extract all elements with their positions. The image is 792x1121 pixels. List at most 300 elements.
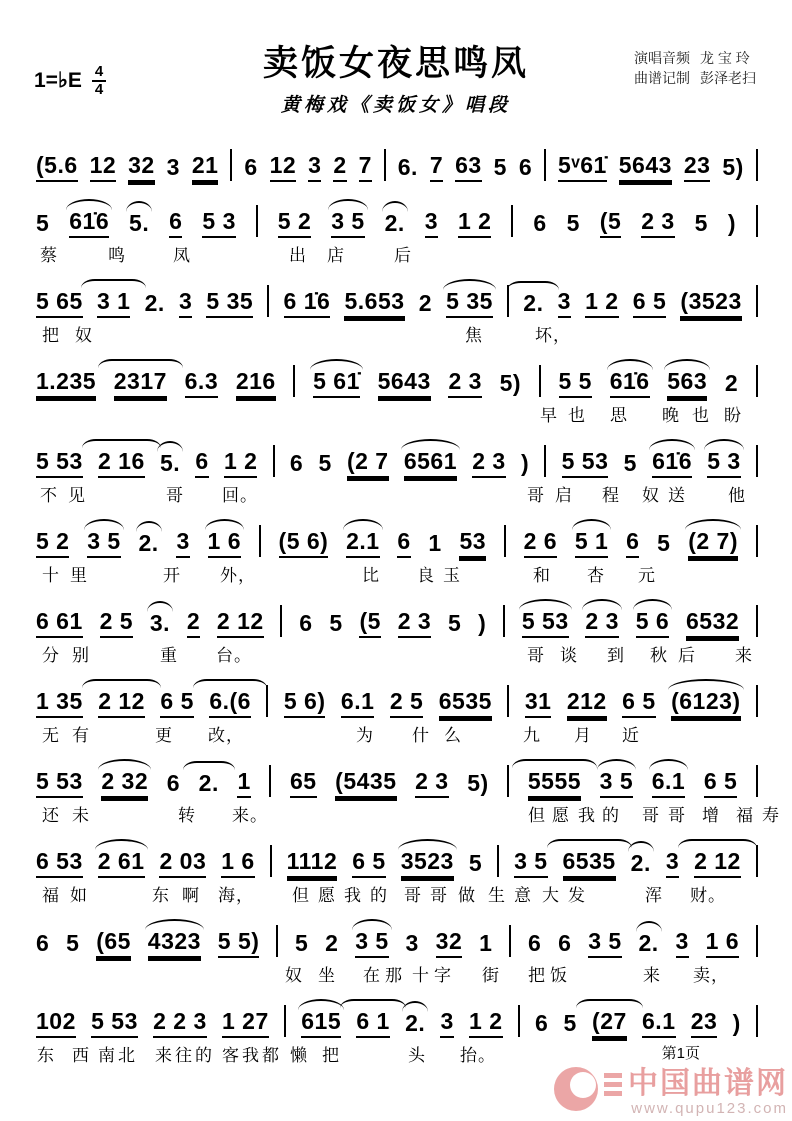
lyric-syllable: 往 <box>175 1046 193 1065</box>
watermark-site-url: www.qupu123.com <box>631 1100 788 1117</box>
note-group: 6 <box>533 210 547 236</box>
note-group: 6 5 <box>160 690 193 718</box>
note-group: 5. <box>129 210 150 236</box>
lyric-syllable: 回。 <box>222 486 258 505</box>
note-group: 5 35 <box>446 290 493 318</box>
lyric-syllable: 北 <box>118 1046 136 1065</box>
page-number: 第1页 <box>661 1045 700 1062</box>
lyric-syllable: 坐 <box>318 966 336 985</box>
note-group: 6 5 <box>633 290 666 318</box>
note-group: ) <box>478 610 487 636</box>
barline <box>509 925 511 957</box>
melody-line <box>0 262 792 318</box>
note-group: 5 65 <box>36 290 83 318</box>
note-group: 5 <box>493 154 507 180</box>
note-group: 6535 <box>439 690 492 718</box>
lyric-syllable: 元 <box>638 566 656 585</box>
lyric-syllable: 来 <box>643 966 661 985</box>
watermark <box>554 1067 788 1117</box>
note-group: 6 <box>527 930 542 956</box>
lyric-syllable: 启 <box>555 486 573 505</box>
lyric-syllable: 如 <box>70 886 88 905</box>
barline <box>293 365 295 397</box>
note-group: 4323 <box>148 930 201 958</box>
note-group: 3 5 <box>588 930 621 958</box>
lyric-syllable: 增 <box>702 806 720 825</box>
note-group: 2 12 <box>98 690 145 718</box>
note-group: 23 <box>691 1010 718 1038</box>
note-group: 2. <box>138 530 159 556</box>
lyric-syllable: 后 <box>678 646 696 665</box>
note-group: 6535 <box>563 850 616 878</box>
lyric-syllable: 分 <box>42 646 60 665</box>
lyric-syllable: 寿 <box>762 806 780 825</box>
note-group: 3 5 <box>331 210 364 238</box>
note-group: 2 <box>724 370 739 396</box>
note-group: 6 <box>169 210 182 238</box>
watermark-site-name: 中国曲谱网 <box>628 1067 788 1100</box>
notation-system <box>0 182 792 265</box>
lyric-syllable: 把 <box>42 326 60 345</box>
melody-line <box>0 502 792 558</box>
note-group: 5 <box>329 610 343 636</box>
note-group: 5 53 <box>91 1010 138 1038</box>
barline <box>756 765 758 797</box>
lyric-syllable: 也 <box>568 406 586 425</box>
note-group: 2 3 <box>585 610 618 638</box>
note-group: 5 53 <box>36 770 83 798</box>
note-group: 5 53 <box>562 450 609 478</box>
note-group: 1 6 <box>221 850 254 878</box>
lyric-syllable: 什 <box>412 726 430 745</box>
notation-system <box>0 502 792 585</box>
lyric-syllable: 出 <box>289 246 307 265</box>
note-group: 5 53 <box>36 450 83 478</box>
lyric-syllable: 坏， <box>535 326 571 345</box>
melody-line <box>0 582 792 638</box>
barline <box>276 925 278 957</box>
note-group: 21 <box>192 154 219 182</box>
credit-value: 龙 宝 玲 <box>700 50 750 66</box>
note-group: 5 3 <box>202 210 235 238</box>
credit-label: 演唱音频 <box>634 50 690 66</box>
note-group: 2 5 <box>100 610 133 638</box>
note-group: 1112 <box>287 850 338 878</box>
note-group: 5 2 <box>36 530 69 558</box>
lyric-syllable: 鸣 <box>108 246 126 265</box>
notation-system <box>0 262 792 345</box>
note-group: ) <box>520 450 530 476</box>
barline <box>273 445 275 477</box>
note-group: 2 32 <box>101 770 148 798</box>
barline <box>539 365 541 397</box>
note-group: 6 <box>397 530 410 558</box>
note-group: 5 35 <box>206 290 253 318</box>
note-group: 2. <box>384 210 405 236</box>
note-group: 7 <box>430 154 443 182</box>
lyric-syllable: 浑 <box>645 886 663 905</box>
lyric-syllable: 海， <box>218 886 254 905</box>
credit-label: 曲谱记制 <box>634 70 690 87</box>
time-signature-numerator: 4 <box>92 64 106 82</box>
lyric-syllable: 奴 <box>285 966 303 985</box>
lyric-syllable: 十 <box>412 966 430 985</box>
note-group: 5 5 <box>559 370 592 398</box>
note-group: 63 <box>455 154 482 182</box>
note-group: (5435 <box>335 770 396 798</box>
lyric-syllable: 做 <box>458 886 476 905</box>
lyric-syllable: 九 <box>523 726 541 745</box>
barline <box>497 845 499 877</box>
note-group: 2 <box>418 290 432 316</box>
note-group: 1 <box>479 930 493 956</box>
barline <box>756 285 758 317</box>
note-group: 3 <box>405 930 419 956</box>
notation-system <box>0 902 792 985</box>
lyric-syllable: 来。 <box>232 806 268 825</box>
note-group: 212 <box>567 690 607 718</box>
melody-line <box>0 662 792 718</box>
lyric-syllable: 程 <box>602 486 620 505</box>
lyric-syllable: 大 <box>542 886 560 905</box>
notation-system <box>0 822 792 905</box>
note-group: 6 <box>626 530 639 558</box>
note-group: 5 <box>66 930 80 956</box>
note-group: (65 <box>96 930 131 958</box>
note-group: 5ᵛ61̇ <box>558 154 607 182</box>
note-group: 5 <box>318 450 332 476</box>
barline <box>756 605 758 637</box>
note-group: 2 5 <box>390 690 423 718</box>
lyric-syllable: 月 <box>574 726 592 745</box>
note-group: 2. <box>198 770 219 796</box>
note-group: 3 <box>179 290 192 318</box>
lyric-syllable: 财。 <box>690 886 726 905</box>
note-group: 1 2 <box>224 450 257 478</box>
lyric-syllable: 哥 <box>527 486 545 505</box>
note-group: 2 <box>325 930 339 956</box>
melody-line <box>0 182 792 238</box>
lyric-syllable: 愿 <box>318 886 336 905</box>
note-group: 6 <box>289 450 304 476</box>
note-group: 3 <box>558 290 571 318</box>
lyric-syllable: 客 <box>222 1046 240 1065</box>
barline <box>507 685 509 717</box>
lyric-syllable: 把 <box>528 966 546 985</box>
barline <box>503 605 505 637</box>
note-group: 6.1 <box>652 770 685 798</box>
lyric-syllable: 来 <box>735 646 753 665</box>
barline <box>384 149 386 181</box>
note-group: 5 <box>694 210 708 236</box>
barline <box>256 205 258 237</box>
note-group: 3 <box>676 930 689 958</box>
note-group: 6 <box>166 770 181 796</box>
note-group: (6123) <box>671 690 740 718</box>
lyric-syllable: 我 <box>578 806 596 825</box>
credits-block <box>634 48 766 89</box>
note-group: 61̇6 <box>610 370 650 398</box>
lyric-syllable: 还 <box>42 806 60 825</box>
lyric-syllable: 蔡 <box>40 246 58 265</box>
barline <box>756 149 758 181</box>
note-group: 3 1 <box>97 290 130 318</box>
lyric-syllable: 为 <box>356 726 374 745</box>
lyric-syllable: 的 <box>370 886 388 905</box>
note-group: 61̇6 <box>69 210 109 238</box>
note-group: 5 <box>295 930 309 956</box>
note-group: 5 2 <box>278 210 311 238</box>
note-group: 1 2 <box>585 290 618 318</box>
lyric-syllable: 有 <box>72 726 90 745</box>
lyric-syllable: 焦 <box>465 326 483 345</box>
note-group: 31 <box>525 690 552 718</box>
note-group: 5 <box>448 610 462 636</box>
lyric-syllable: 见 <box>68 486 86 505</box>
note-group: 32 <box>128 154 155 182</box>
barline <box>507 765 509 797</box>
note-group: 32 <box>436 930 463 958</box>
lyric-syllable: 发 <box>568 886 586 905</box>
lyric-syllable: 凤 <box>173 246 191 265</box>
barline <box>518 1005 520 1037</box>
note-group: ) <box>727 210 737 236</box>
lyric-syllable: 西 <box>72 1046 90 1065</box>
note-group: 3 <box>440 1010 453 1038</box>
note-group: 1 2 <box>469 1010 502 1038</box>
barline <box>756 445 758 477</box>
note-group: 6 5 <box>622 690 655 718</box>
lyric-syllable: 无 <box>42 726 60 745</box>
key-signature: 1=♭E <box>34 69 82 93</box>
note-group: 2 3 <box>415 770 448 798</box>
note-group: 6 53 <box>36 850 83 878</box>
lyric-syllable: 他 <box>728 486 746 505</box>
lyric-syllable: 改， <box>208 726 244 745</box>
barline <box>756 525 758 557</box>
note-group: 2.1 <box>346 530 379 558</box>
lyric-syllable: 近 <box>622 726 640 745</box>
note-group: 1.235 <box>36 370 96 398</box>
note-group: 6.1 <box>642 1010 675 1038</box>
note-group: 5 61̇ <box>313 370 360 398</box>
lyric-syllable: 台。 <box>216 646 252 665</box>
lyric-syllable: 来 <box>155 1046 173 1065</box>
note-group: 3523 <box>401 850 454 878</box>
barline <box>270 845 272 877</box>
barline <box>284 1005 286 1037</box>
note-group: 2 61 <box>98 850 145 878</box>
lyric-syllable: 和 <box>533 566 551 585</box>
note-group: 1 35 <box>36 690 83 718</box>
lyric-syllable: 晚 <box>662 406 680 425</box>
note-group: 1 27 <box>222 1010 269 1038</box>
note-group: 615 <box>301 1010 341 1038</box>
barline <box>230 149 232 181</box>
note-group: 5 6) <box>284 690 326 718</box>
note-group: 3 <box>425 210 438 238</box>
lyric-syllable: 哥 <box>668 806 686 825</box>
lyric-syllable: 懒 <box>290 1046 308 1065</box>
notation-system <box>0 582 792 665</box>
note-group: ) <box>732 1010 741 1036</box>
note-group: 2 <box>333 154 346 182</box>
lyric-syllable: 生 <box>488 886 506 905</box>
lyric-syllable: 但 <box>292 886 310 905</box>
note-group: 1 6 <box>208 530 241 558</box>
notation-system <box>0 422 792 505</box>
lyric-syllable: 南 <box>98 1046 116 1065</box>
note-group: 3 5 <box>600 770 633 798</box>
note-group: 3 <box>166 154 180 180</box>
lyric-syllable: 外， <box>220 566 256 585</box>
credit-value: 彭泽老扫 <box>700 70 756 87</box>
note-group: 2. <box>405 1010 426 1036</box>
lyric-syllable: 不 <box>40 486 58 505</box>
note-group: 5 1 <box>575 530 608 558</box>
note-group: 6 5 <box>704 770 737 798</box>
lyric-syllable: 的 <box>602 806 620 825</box>
barline <box>504 525 506 557</box>
note-group: 6. <box>397 154 418 180</box>
watermark-text <box>628 1067 788 1117</box>
note-group: 6 <box>299 610 313 636</box>
note-group: 7 <box>359 154 372 182</box>
note-group: (5.6 <box>36 154 78 182</box>
note-group: 3 5 <box>355 930 388 958</box>
note-group: 3 5 <box>514 850 547 878</box>
lyric-syllable: 愿 <box>552 806 570 825</box>
lyric-syllable: 我 <box>242 1046 260 1065</box>
lyric-syllable: 街 <box>482 966 500 985</box>
note-group: 102 <box>36 1010 76 1038</box>
note-group: 23 <box>684 154 711 182</box>
note-group: 1 2 <box>458 210 491 238</box>
lyric-syllable: 杏 <box>587 566 605 585</box>
lyric-syllable: 谈 <box>560 646 578 665</box>
lyric-syllable: 也 <box>692 406 710 425</box>
note-group: 2 3 <box>641 210 674 238</box>
note-group: 61̇6 <box>652 450 692 478</box>
lyric-syllable: 转 <box>178 806 196 825</box>
barline <box>756 205 758 237</box>
lyric-syllable: 的 <box>195 1046 213 1065</box>
note-group: 5 <box>623 450 637 476</box>
note-group: 563 <box>667 370 707 398</box>
page-subtitle: 黄梅戏《卖饭女》唱段 <box>280 94 511 116</box>
lyric-syllable: 哥 <box>642 806 660 825</box>
note-group: 5.653 <box>344 290 404 318</box>
note-group: 3 5 <box>87 530 120 558</box>
note-group: 2 12 <box>217 610 264 638</box>
note-group: 3 <box>666 850 679 878</box>
lyric-syllable: 在 <box>363 966 381 985</box>
notation-system <box>0 742 792 825</box>
note-group: 1 <box>237 770 250 798</box>
barline <box>511 205 513 237</box>
note-group: 5 <box>36 210 50 236</box>
barline <box>269 765 271 797</box>
note-group: 1 <box>428 530 442 556</box>
lyric-syllable: 福 <box>736 806 754 825</box>
barline <box>544 445 546 477</box>
note-group: 6 <box>518 154 533 180</box>
lyric-syllable: 东 <box>37 1046 55 1065</box>
melody-line <box>0 126 792 182</box>
barline <box>267 285 269 317</box>
score-header <box>0 0 792 126</box>
note-group: 5555 <box>528 770 581 798</box>
notation-systems <box>0 126 792 1065</box>
note-group: 2 3 <box>398 610 431 638</box>
note-group: 2317 <box>114 370 167 398</box>
credit-performer <box>634 48 766 68</box>
lyric-syllable: 饭 <box>550 966 568 985</box>
note-group: 6561 <box>404 450 457 478</box>
note-group: 3 <box>308 154 321 182</box>
lyric-syllable: 但 <box>528 806 546 825</box>
note-group: 5 <box>566 210 580 236</box>
melody-line <box>0 422 792 478</box>
lyric-syllable: 思 <box>610 406 628 425</box>
barline <box>756 1005 758 1037</box>
note-group: (5 <box>600 210 621 238</box>
lyric-syllable: 抬。 <box>460 1046 496 1065</box>
lyric-syllable: 里 <box>70 566 88 585</box>
note-group: 5 <box>563 1010 577 1036</box>
note-group: 6.1 <box>341 690 374 718</box>
note-group: 6 <box>244 154 258 180</box>
note-group: 6.3 <box>185 370 218 398</box>
note-group: 6 <box>36 930 50 956</box>
lyric-syllable: 哥 <box>404 886 422 905</box>
lyric-syllable: 十 <box>42 566 60 585</box>
lyric-syllable: 玉 <box>443 566 461 585</box>
qupu-logo-icon <box>554 1067 598 1111</box>
lyric-syllable: 盼 <box>724 406 742 425</box>
lyric-syllable: 店 <box>327 246 345 265</box>
lyric-syllable: 哥 <box>527 646 545 665</box>
barline <box>259 525 261 557</box>
melody-line <box>0 822 792 878</box>
note-group: 53 <box>459 530 486 558</box>
lyric-syllable: 头 <box>408 1046 426 1065</box>
barline <box>756 365 758 397</box>
note-group: 2. <box>638 930 659 956</box>
note-group: 2 2 3 <box>153 1010 207 1038</box>
lyric-syllable: 哥 <box>430 886 448 905</box>
note-group: (27 <box>592 1010 627 1038</box>
note-group: 6 5 <box>352 850 385 878</box>
barline <box>756 925 758 957</box>
lyric-syllable: 把 <box>322 1046 340 1065</box>
lyric-syllable: 良 <box>417 566 435 585</box>
note-group: (2 7) <box>688 530 738 558</box>
note-group: 3 <box>176 530 189 558</box>
lyric-syllable: 那 <box>385 966 403 985</box>
lyric-syllable: 哥 <box>166 486 184 505</box>
note-group: 6532 <box>686 610 739 638</box>
note-group: 1 6 <box>706 930 739 958</box>
lyric-syllable: 啊 <box>182 886 200 905</box>
note-group: 2 16 <box>98 450 145 478</box>
lyric-syllable: 到 <box>607 646 625 665</box>
note-group: 2 3 <box>448 370 481 398</box>
barline <box>756 685 758 717</box>
lyric-syllable: 字 <box>434 966 452 985</box>
lyric-syllable: 重 <box>160 646 178 665</box>
lyric-syllable: 比 <box>362 566 380 585</box>
